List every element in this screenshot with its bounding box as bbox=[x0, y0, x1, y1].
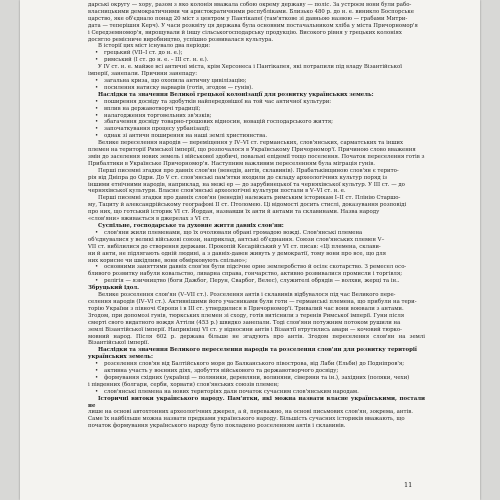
document-page bbox=[20, 0, 480, 500]
text-line: лише на основі автохтонних археологічних джерел, а й, переважно, на основі письмових слов'ян, зокрема, антів. bbox=[88, 409, 413, 416]
text-line: Велике розселення слов'ян (V–VII ст.). Розселення антів і склавинів відбувалося під час Великого пере- bbox=[98, 292, 396, 299]
text-line: царство, яке об'єднало понад 20 міст з центром у Пантікапеї (там'яткове зі давньою назвою — грабами Митри- bbox=[88, 15, 408, 22]
list-item: • грецький (VII–I ст. до н. е.); bbox=[88, 50, 425, 57]
list-item: • поширення досвіду та здобутків найпередовішої на той час античної культури: bbox=[88, 99, 425, 106]
text-line: торію України з півночі Європи і в III ст. утвердилися в Причорномор'ї. Тривалий час вони воювали з антами. bbox=[88, 305, 404, 312]
list-item: • посилення натиску варварів (готів, згодом — гунів). bbox=[88, 85, 425, 92]
list-item: • налагодження торговельних зв'язків; bbox=[88, 113, 425, 120]
text-line: черняхівської культури. Власне слов'янські археологічні культури постали в V–VI ст. н. е. bbox=[88, 188, 346, 195]
list-item: • розселення слов'ян від Балтійського моря до Балканського півострова, від Лаби (Ельби) до Подніпров'я; bbox=[88, 361, 425, 368]
text-line: іншими етнічними народів, наприклад, на межі ер — до зарубинецької та черняхівської культур. У III ст. — до bbox=[88, 181, 405, 188]
text-line: Наслідки та значення Великого переселення народів та розселення слов'ян для розвитку території bbox=[98, 347, 417, 354]
list-item: • загальна криза, що охопила античну цивілізацію; bbox=[88, 78, 425, 85]
text-line: початок формування українського народу було покладено розселенням антів і склавинів. bbox=[88, 423, 346, 430]
text-line: дарські округу — хору, разом з яко колонія вважала собою окрему державу — поліс. За устроєм вони були рабо- bbox=[88, 2, 412, 8]
text-line: У IV ст. н. е. майже всі античні міста, крім Херсонеса і Пантікапея, які потрапили під владу Візантійської bbox=[98, 64, 402, 71]
list-item: • активна участь у воєнних діях, здобуття військового та державотворчого досвіду; bbox=[88, 368, 425, 375]
text-line: му, Тациту й александрійському географові II ст. Птоломею. Ці відомості досить стислі, доказування розповіді bbox=[88, 202, 407, 209]
list-item: • збагачення досвіду товарно-грошових відносин, новацій господарського життя; bbox=[88, 119, 425, 126]
text-line: них корисне чи шкідливе, вони обмірковують спільно»; bbox=[88, 257, 247, 264]
page-number: 11 bbox=[404, 481, 413, 489]
text-line: Прибалтики в Українське Причорномор'я. Наступним важливим переселенням була міграція гунів. bbox=[88, 160, 375, 167]
list-item: • однак зі античн поширення на наші землі християнства. bbox=[88, 133, 425, 140]
text-line: ни й анти, не підлягають одній людині, а з давніх-давен живуть у демократії, тому вони про все, що для bbox=[88, 250, 387, 257]
text-line: В історії цих міст існувало два періоди: bbox=[98, 43, 211, 50]
text-line: Перші писемні згадки про давніх слов'ян (венедів, антів, склавинів). Прабатьківщиною слов'ян є терито- bbox=[98, 167, 399, 174]
text-line: Наслідки та значення Великої грецької колонізації для розвитку українських земель: bbox=[98, 91, 374, 98]
list-item: • релігія — язичництво (боги Дажбог, Перун, Сварбог, Велес), служителі обрядів — волхви, жерці та ін.. bbox=[88, 278, 425, 285]
list-item: • вплив на державотворчі традиції; bbox=[88, 106, 425, 113]
text-line: Велике переселення народів — переміщення у IV–VI ст. германських, слов'янських, сарматських та інших bbox=[98, 140, 404, 147]
text-line: мовний народ. Після 602 р. держава більше не згадують про антів. Згодом переселення слов'ян на землі Візантійської імперії. bbox=[88, 333, 425, 347]
text-line: Саме їх найбільше можна назвати предками українського народу. Більшість сучасних істориків вважають, що bbox=[88, 416, 405, 423]
text-line: Збруцький ідол. bbox=[88, 285, 140, 292]
text-line: рія від Дніпра до Одри. До V ст. слов'янські пам'ятки входили до складу археологічних культур поряд із bbox=[88, 174, 388, 181]
text-line: «слов'яни» вживається в джерелах з VI ст. bbox=[88, 216, 211, 223]
list-item: • основними заняттями давніх слов'ян були підсічне орне землеробство й осілє скотарство. З ремесел осо- bbox=[88, 264, 425, 271]
text-line: Історичні витоки українського народу. Пам'ятки, які можна назвати власне українськими, постали не bbox=[88, 395, 425, 409]
list-item: • формування східних (українці — поляники, деревляни, волиняни, сіверяни та ін.), західних (поляки, чехи) bbox=[88, 375, 425, 382]
text-line: власницькими демократичними чи аристократичними республіками. Близько 480 р. до н. е. виникло Боспорське bbox=[88, 8, 414, 15]
text-line: Перші писемні згадки про давніх слов'ян (венедів) належать римським історикам I–II ст. Плінію Старшо- bbox=[98, 195, 401, 202]
list-item: • слов'янські племена на нових територіях дали початок сучасним слов'янським народам. bbox=[88, 389, 425, 396]
text-line: і Середземномор'я, вирощували й іншу сільськогосподарську продукцію. Високого рівня у грецьких колоніях bbox=[88, 29, 402, 36]
text-line: про них, що готський історик VI ст. Йордан, назвавши їх анти й антами та склавинами. Назва народу bbox=[88, 209, 380, 216]
text-line: Суспільне, господарське та духовне життя давніх слов'ян: bbox=[98, 223, 284, 229]
list-item: • започаткування процесу урбанізації; bbox=[88, 126, 425, 133]
text-line: смерті свого видатного вождя Аттіли (453 р.) швидко занепали. Тоді слов'яни потужним потоком рушили на bbox=[88, 319, 401, 326]
text-line: імперії, занепали. Причини занепаду: bbox=[88, 71, 198, 78]
list-item: • слов'яни жили племенами, що їх очолювали обрані громадою вожді. Слов'янські племена bbox=[88, 230, 425, 237]
text-line: VII ст. вибілилися до створення держави. Прокопій Кесарійський у VI ст. писав: «Ці племена, склави- bbox=[88, 243, 381, 250]
text-line: досягло ремісниче виробництво, успішно розвивалася культура. bbox=[88, 36, 274, 43]
text-line: і південних (болгари, серби, хорвати) слов'янських союзів племен; bbox=[88, 381, 279, 388]
text-line: Згодом, при допомозі гунів, тюркських племен зі сходу, готів витіснили з теренів Римської імперії. Гуни після bbox=[88, 312, 405, 319]
page-text bbox=[88, 2, 425, 430]
text-line: племен на території Римської імперії, що розпочалося в Українському Причорномор'ї. Причиною слово вваження bbox=[88, 147, 416, 154]
list-item: • римський (I ст. до н. е. – III ст. н. е.). bbox=[88, 57, 425, 64]
text-line: українських земель: bbox=[88, 354, 153, 361]
text-line: селення народів (IV–VI ст.). Активнішими його учасниками були готи — германські племена, що прибули на тери- bbox=[88, 298, 417, 305]
text-line: дата — теперішня Керч). У часи розквіту ця держава була основним постачальником хліба у міста Причорномор'я bbox=[88, 22, 418, 29]
text-line: об'єднувалися у великі військові союзи, наприклад, антські об'єднання. Союзи слов'янських племен V– bbox=[88, 236, 385, 243]
text-line: змін до заселення нових земель і військової здобичі, повальні епідемії тощо поселення. Початок переселення готів з bbox=[88, 153, 425, 160]
text-line: бливого розвитку набули ковальство, ливарна справа, гончарство, активно розвивалися промисли і торгівля; bbox=[88, 271, 403, 278]
text-line: землі Візантійської імперії. Наприкінці VI ст. у відносини антів і Візантії втрутились авари — кочовий тюрко- bbox=[88, 326, 402, 333]
